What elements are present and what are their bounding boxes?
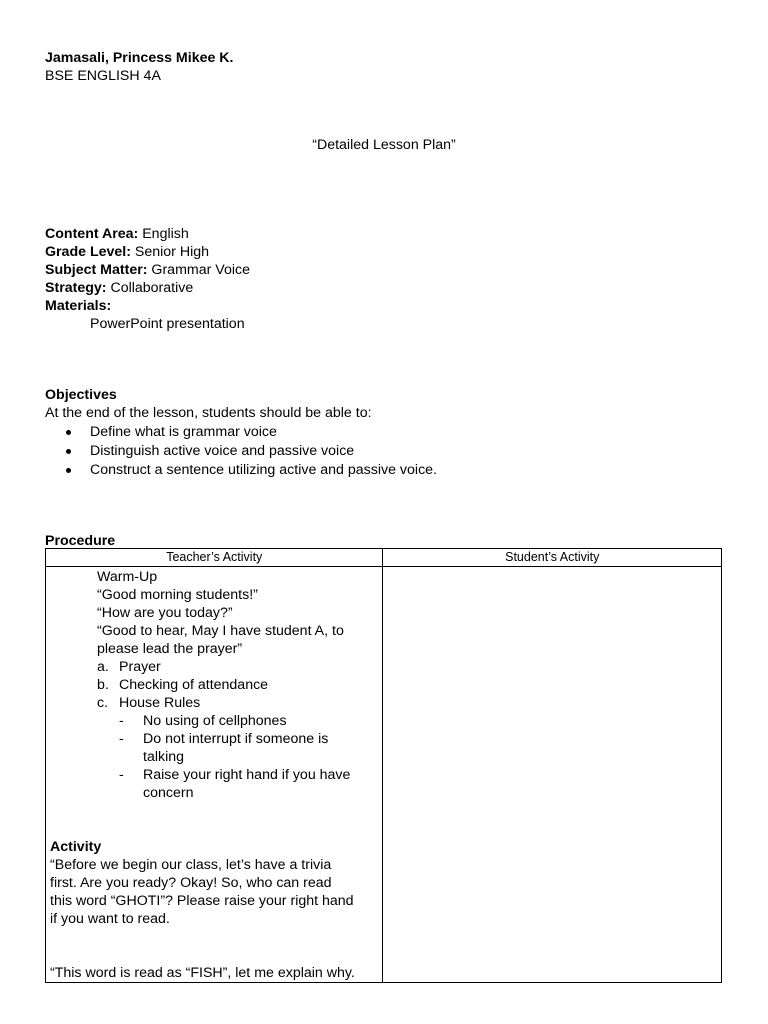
- list-item: [50, 676, 378, 694]
- spacer: [50, 928, 378, 946]
- subject-matter-row: [45, 261, 250, 279]
- warmup-line: “Good morning students!”: [97, 587, 258, 603]
- house-rule-continuation: concern: [143, 785, 194, 801]
- dash-marker: -: [119, 731, 124, 747]
- objectives-section: [45, 386, 437, 480]
- dash-marker: -: [119, 767, 124, 783]
- spacer: [50, 946, 378, 964]
- list-item-text: House Rules: [119, 695, 201, 711]
- student-activity-cell: [383, 567, 722, 983]
- list-marker: c.: [97, 695, 109, 711]
- activity-line: if you want to read.: [50, 911, 170, 927]
- grade-level-value: Senior High: [130, 244, 210, 260]
- content-area-value: English: [138, 226, 189, 242]
- strategy-label: Strategy:: [45, 280, 107, 296]
- teacher-activity-cell: [46, 567, 383, 983]
- warmup-line: please lead the prayer”: [97, 641, 243, 657]
- bullet-icon: [66, 430, 71, 435]
- activity-title: Activity: [50, 839, 102, 855]
- strategy-row: [45, 279, 250, 297]
- bullet-icon: [66, 468, 71, 473]
- list-item: [50, 658, 378, 676]
- house-rule-text: Raise your right hand if you have: [143, 767, 351, 783]
- house-rule-continuation: talking: [143, 749, 185, 765]
- list-item-text: Checking of attendance: [119, 677, 269, 693]
- objectives-intro: At the end of the lesson, students should be able to:: [45, 405, 372, 421]
- grade-level-label: Grade Level:: [45, 244, 131, 260]
- author-name: Jamasali, Princess Mikee K.: [45, 50, 234, 66]
- content-area-row: [45, 225, 250, 243]
- warmup-title: Warm-Up: [97, 569, 158, 585]
- author-block: [45, 49, 234, 85]
- house-rule-text: No using of cellphones: [143, 713, 287, 729]
- bullet-icon: [66, 449, 71, 454]
- objective-item: [45, 461, 437, 480]
- student-activity-header: Student’s Activity: [383, 549, 722, 567]
- course-section: BSE ENGLISH 4A: [45, 68, 161, 84]
- list-marker: b.: [97, 677, 109, 693]
- materials-label: Materials:: [45, 298, 112, 314]
- house-rule-item: [50, 730, 378, 748]
- objectives-heading: Objectives: [45, 387, 117, 403]
- objective-item: [45, 423, 437, 442]
- house-rule-item: [50, 766, 378, 784]
- dash-marker: -: [119, 713, 124, 729]
- house-rule-text: Do not interrupt if someone is: [143, 731, 329, 747]
- warmup-line: “How are you today?”: [97, 605, 233, 621]
- objective-text: Construct a sentence utilizing active and passive voice.: [90, 462, 437, 478]
- lesson-meta: [45, 225, 250, 333]
- house-rule-item: [50, 712, 378, 730]
- activity-line: first. Are you ready? Okay! So, who can read: [50, 875, 332, 891]
- content-area-label: Content Area:: [45, 226, 139, 242]
- procedure-table: [45, 548, 722, 983]
- activity-line: this word “GHOTI”? Please raise your right hand: [50, 893, 354, 909]
- objective-item: [45, 442, 437, 461]
- list-item-text: Prayer: [119, 659, 161, 675]
- spacer: [50, 802, 378, 820]
- table-row: [46, 567, 722, 983]
- strategy-value: Collaborative: [106, 280, 194, 296]
- spacer: [50, 820, 378, 838]
- warmup-line: “Good to hear, May I have student A, to: [97, 623, 344, 639]
- list-item: [50, 694, 378, 712]
- materials-value: PowerPoint presentation: [90, 316, 245, 332]
- document-title: “Detailed Lesson Plan”: [312, 137, 456, 153]
- objectives-list: [45, 423, 437, 480]
- objective-text: Distinguish active voice and passive voice: [90, 443, 355, 459]
- activity-line: “Before we begin our class, let’s have a trivia: [50, 857, 332, 873]
- table-header-row: [46, 549, 722, 567]
- objective-text: Define what is grammar voice: [90, 424, 277, 440]
- grade-level-row: [45, 243, 250, 261]
- teacher-activity-header: Teacher’s Activity: [46, 549, 383, 567]
- subject-matter-value: Grammar Voice: [147, 262, 250, 278]
- subject-matter-label: Subject Matter:: [45, 262, 148, 278]
- activity-explanation: “This word is read as “FISH”, let me explain why.: [50, 965, 355, 981]
- procedure-heading: Procedure: [45, 533, 116, 549]
- list-marker: a.: [97, 659, 109, 675]
